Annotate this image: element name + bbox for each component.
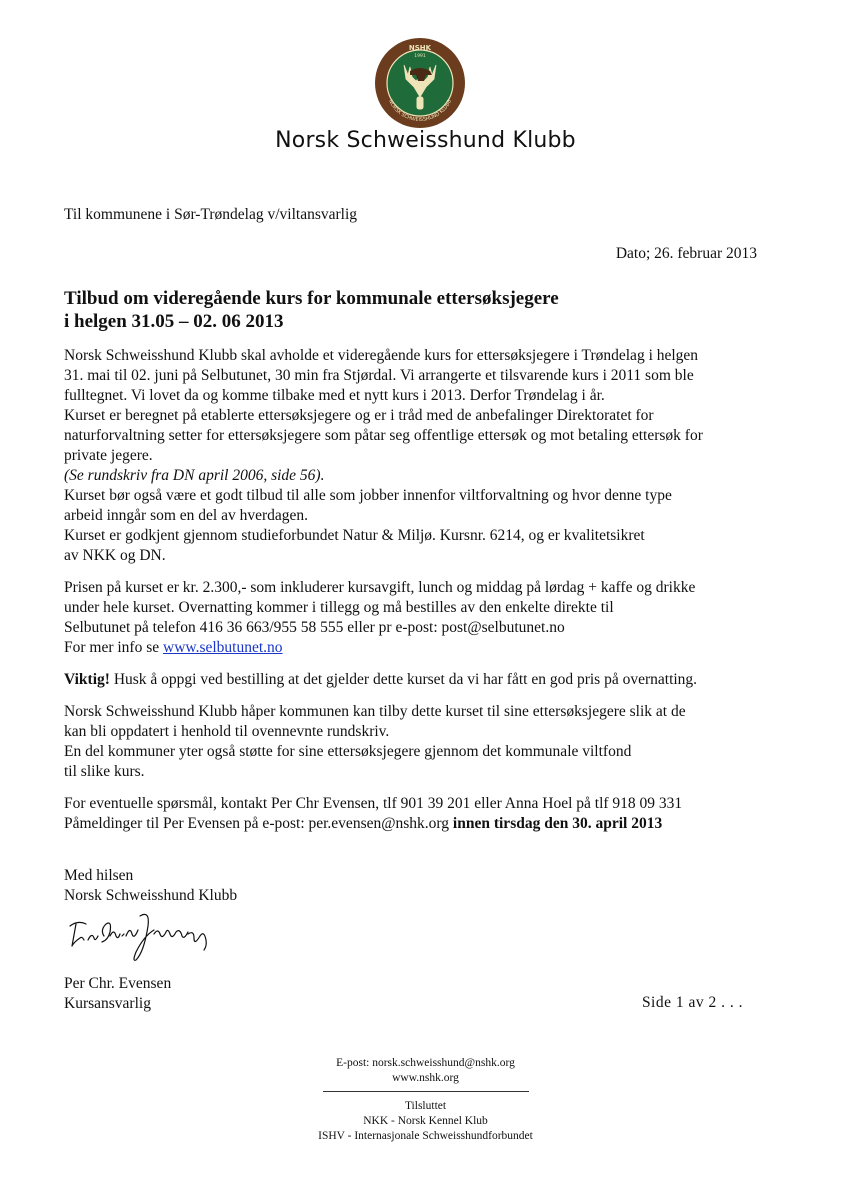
text-line: naturforvaltning setter for ettersøksjegere som påtar seg offentlige ettersøk og mot betaling ettersøk for <box>64 427 703 444</box>
signup-text: Påmeldinger til Per Evensen på e-post: per.evensen@nshk.org <box>64 815 453 832</box>
heading-line: i helgen 31.05 – 02. 06 2013 <box>64 311 284 332</box>
text-line: Kurset bør også være et godt tilbud til alle som jobber innenfor viltforvaltning og hvor denne type <box>64 487 672 504</box>
text-line: arbeid inngår som en del av hverdagen. <box>64 507 309 524</box>
paragraph-municipality <box>64 702 794 782</box>
page-indicator: Side 1 av 2 . . . <box>641 994 743 1011</box>
closing-block <box>64 866 237 906</box>
text-line: Norsk Schweisshund Klubb skal avholde et videregående kurs for ettersøksjegere i Trøndelag i helgen <box>64 347 699 364</box>
contact-line: For eventuelle spørsmål, kontakt Per Chr Evensen, tlf 901 39 201 eller Anna Hoel på tlf 918 09 331 <box>64 795 683 812</box>
important-label: Viktig! <box>64 671 110 688</box>
signer-role: Kursansvarlig <box>64 995 151 1012</box>
closing-greeting: Med hilsen <box>64 867 134 884</box>
paragraph-price <box>64 578 794 658</box>
letter-date: Dato; 26. februar 2013 <box>615 245 757 262</box>
logo-ring-text: NORSK SCHWEISSHUND KLUBB <box>386 98 453 124</box>
footer-divider <box>323 1091 529 1092</box>
logo-year-text: 1991 <box>414 54 426 59</box>
heading-line: Tilbud om videregående kurs for kommunale ettersøksjegere <box>64 288 559 309</box>
closing-organization: Norsk Schweisshund Klubb <box>64 887 238 904</box>
letter-heading <box>64 287 559 333</box>
text-line: fulltegnet. Vi lovet da og komme tilbake med et nytt kurs i 2013. Derfor Trøndelag i år. <box>64 387 605 404</box>
text-line: En del kommuner yter også støtte for sine ettersøksjegere gjennom det kommunale viltfond <box>64 743 632 760</box>
paragraph-contact <box>64 794 794 834</box>
important-text: Husk å oppgi ved bestilling at det gjelder dette kurset da vi har fått en god pris på overnatting. <box>109 671 698 688</box>
footer-website: www.nshk.org <box>392 1072 459 1084</box>
logo-emblem <box>374 37 466 129</box>
text-line: av NKK og DN. <box>64 547 166 564</box>
footer-affiliated: Tilsluttet <box>404 1100 447 1112</box>
handwritten-signature <box>64 906 214 964</box>
recipient-line: Til kommunene i Sør-Trøndelag v/viltansvarlig <box>64 206 358 223</box>
text-line: Norsk Schweisshund Klubb håper kommunen kan tilby dette kurset til sine ettersøksjegere slik at de <box>64 703 686 720</box>
text-line: kan bli oppdatert i henhold til ovennevnte rundskriv. <box>64 723 390 740</box>
signer-name: Per Chr. Evensen <box>64 975 172 992</box>
text-line: private jegere. <box>64 447 153 464</box>
paragraph-intro <box>64 346 794 566</box>
reference-note: (Se rundskriv fra DN april 2006, side 56). <box>64 467 325 484</box>
organization-name: Norsk Schweisshund Klubb <box>275 128 576 153</box>
signup-line <box>64 814 794 834</box>
signer-block <box>64 974 171 1014</box>
text-line: Kurset er godkjent gjennom studieforbundet Natur & Miljø. Kursnr. 6214, og er kvalitetsikret <box>64 527 645 544</box>
text-line: Prisen på kurset er kr. 2.300,- som inkluderer kursavgift, lunch og middag på lørdag + kaffe og drikke <box>64 579 696 596</box>
footer-email: E-post: norsk.schweisshund@nshk.org <box>336 1057 515 1069</box>
club-logo <box>374 37 466 129</box>
text-line: Selbutunet på telefon 416 36 663/955 58 555 eller pr e-post: post@selbutunet.no <box>64 619 565 636</box>
footer-ishv: ISHV - Internasjonale Schweisshundforbundet <box>318 1130 533 1142</box>
text-line: under hele kurset. Overnatting kommer i tillegg og må bestilles av den enkelte direkte til <box>64 599 614 616</box>
footer-nkk: NKK - Norsk Kennel Klub <box>363 1115 488 1127</box>
paragraph-important <box>64 670 794 690</box>
letter-body <box>64 346 794 846</box>
text-line: Kurset er beregnet på etablerte ettersøksjegere og er i tråd med de anbefalinger Direktoratet for <box>64 407 654 424</box>
selbutunet-link[interactable]: www.selbutunet.no <box>163 639 283 656</box>
signature-drawing <box>64 906 214 964</box>
text-line: 31. mai til 02. juni på Selbutunet, 30 min fra Stjørdal. Vi arrangerte et tilsvarende kurs i 2011 som ble <box>64 367 694 384</box>
logo-nshk-text: NSHK <box>408 44 432 52</box>
more-info-label: For mer info se <box>64 639 164 656</box>
signup-deadline: innen tirsdag den 30. april 2013 <box>452 815 663 832</box>
more-info-line <box>64 638 794 658</box>
text-line: til slike kurs. <box>64 763 145 780</box>
letter-footer <box>0 1056 851 1144</box>
